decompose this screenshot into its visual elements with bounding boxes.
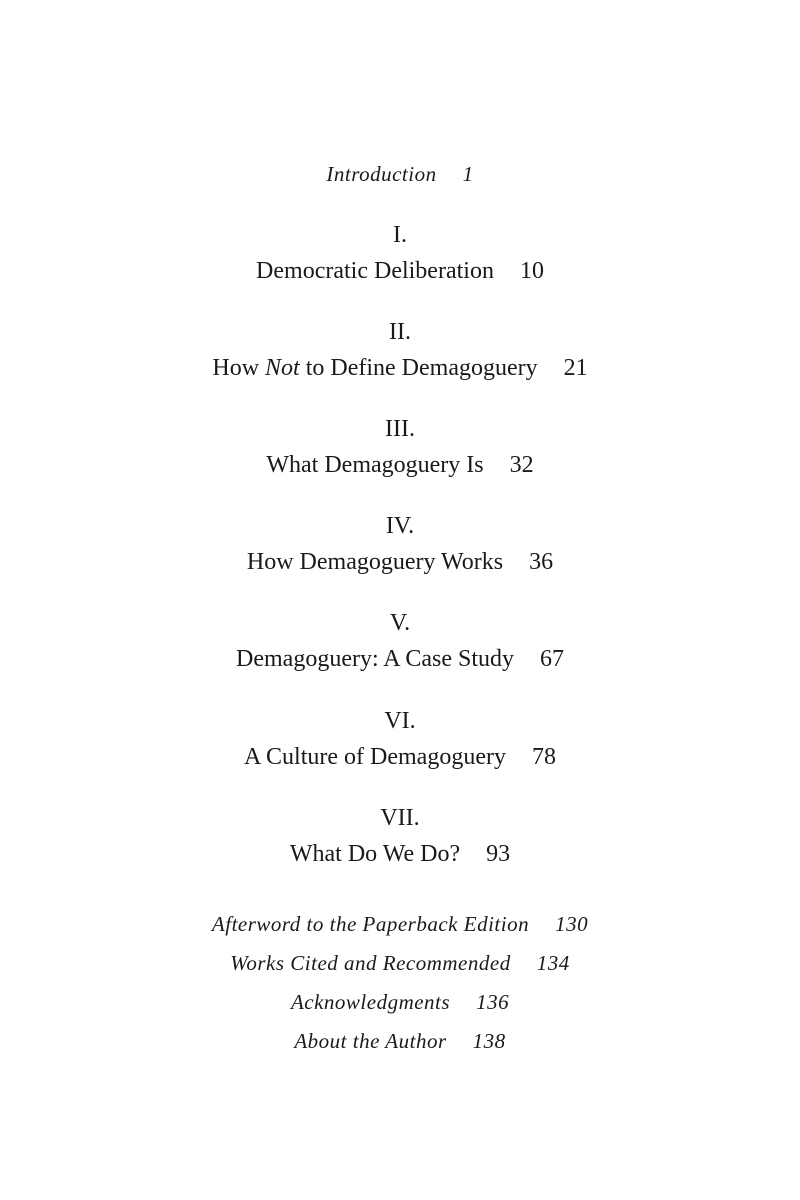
entry-page-number: 21 xyxy=(563,355,588,381)
entry-page-number: 67 xyxy=(539,646,564,672)
entry-title: What Do We Do? xyxy=(289,841,461,867)
entry-page-number: 134 xyxy=(536,951,570,975)
entry-page-number: 1 xyxy=(462,162,474,186)
toc-entry-chapter-2[interactable] xyxy=(0,355,800,382)
toc-entry-about-the-author[interactable] xyxy=(0,1029,800,1054)
entry-title: Demagoguery: A Case Study xyxy=(236,646,514,672)
entry-page-number: 138 xyxy=(472,1029,506,1053)
entry-page-number: 32 xyxy=(509,452,534,478)
entry-title: A Culture of Demagoguery xyxy=(244,744,506,770)
entry-title-end: to Define Demagoguery xyxy=(299,355,538,381)
toc-entry-works-cited[interactable] xyxy=(0,951,800,976)
chapter-numeral: I. xyxy=(393,222,407,248)
toc-entry-chapter-3[interactable] xyxy=(0,452,800,479)
entry-title: Democratic Deliberation xyxy=(256,258,494,284)
entry-title: Acknowledgments xyxy=(290,990,451,1014)
toc-entry-afterword[interactable] xyxy=(0,912,800,937)
entry-title: About the Author xyxy=(294,1029,447,1053)
entry-title-emphasis: Not xyxy=(265,355,300,381)
toc-entry-chapter-4[interactable] xyxy=(0,549,800,576)
entry-page-number: 36 xyxy=(529,549,554,575)
toc-entry-acknowledgments[interactable] xyxy=(0,990,800,1015)
entry-title: Introduction xyxy=(326,162,437,186)
toc-entry-chapter-7[interactable] xyxy=(0,841,800,868)
entry-title: How Demagoguery Works xyxy=(246,549,504,575)
entry-page-number: 136 xyxy=(476,990,510,1014)
toc-entry-chapter-5[interactable] xyxy=(0,646,800,673)
entry-page-number: 78 xyxy=(531,744,556,770)
chapter-numeral: III. xyxy=(385,416,415,442)
chapter-numeral: V. xyxy=(389,610,411,636)
entry-title-start: How xyxy=(212,355,266,381)
entry-page-number: 10 xyxy=(519,258,544,284)
entry-title: What Demagoguery Is xyxy=(266,452,484,478)
chapter-numeral: VII. xyxy=(380,805,420,831)
toc-entry-introduction[interactable] xyxy=(0,162,800,187)
chapter-numeral: II. xyxy=(389,319,411,345)
entry-title: Afterword to the Paperback Edition xyxy=(211,912,530,936)
entry-page-number: 130 xyxy=(555,912,589,936)
entry-title: Works Cited and Recommended xyxy=(230,951,511,975)
toc-entry-chapter-1[interactable] xyxy=(0,258,800,285)
chapter-numeral: VI. xyxy=(384,708,416,734)
entry-page-number: 93 xyxy=(486,841,511,867)
chapter-numeral: IV. xyxy=(385,513,415,539)
toc-entry-chapter-6[interactable] xyxy=(0,744,800,771)
